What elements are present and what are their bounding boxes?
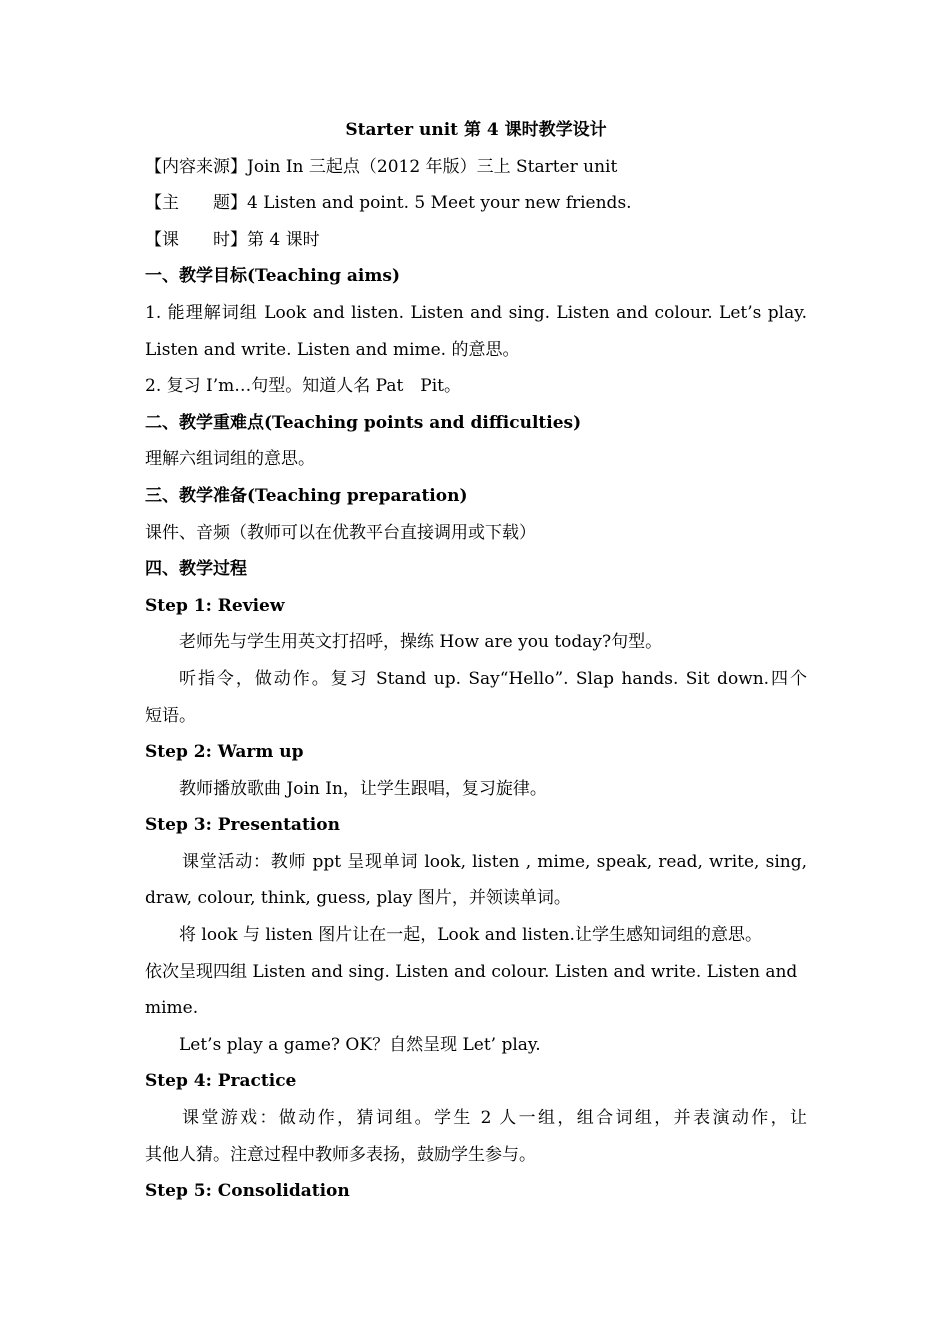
step-3-paragraph-3-line-2: mime. [145,998,199,1019]
step-3-paragraph-3-line-1: 依次呈现四组 Listen and sing. Listen and colour. Listen and write. Listen and [145,961,798,982]
step-2-heading: Step 2: Warm up [145,742,304,763]
document-title: Starter unit 第 4 课时教学设计 [345,120,607,140]
preparation-heading: 三、教学准备(Teaching preparation) [145,485,468,506]
process-heading: 四、教学过程 [145,559,247,580]
step-2-paragraph-1: 教师播放歌曲 Join In，让学生跟唱，复习旋律。 [179,778,547,799]
preparation-text: 课件、音频（教师可以在优教平台直接调用或下载） [145,522,536,543]
step-5-heading: Step 5: Consolidation [145,1181,350,1202]
step-3-paragraph-4: Let’s play a game? OK？自然呈现 Let’ play. [179,1034,541,1055]
step-3-paragraph-2: 将 look 与 listen 图片让在一起，Look and listen.让学生感知词组的意思。 [179,925,762,946]
content-source: 【内容来源】Join In 三起点（2012 年版）三上 Starter unit [145,156,618,177]
step-4-heading: Step 4: Practice [145,1071,297,1092]
step-4-paragraph-1-line-2: 其他人猜。注意过程中教师多表扬，鼓励学生参与。 [145,1144,536,1165]
step-4-paragraph-1-line-1: 课堂游戏：做动作，猜词组。学生 2 人一组，组合词组，并表演动作，让 [182,1108,807,1129]
step-3-paragraph-1-line-1: 课堂活动：教师 ppt 呈现单词 look, listen , mime, speak, read, write, sing, [182,851,807,872]
aims-heading: 一、教学目标(Teaching aims) [145,266,400,287]
step-3-paragraph-1-line-2: draw, colour, think, guess, play 图片，并领读单词。 [145,888,571,909]
document-page [145,112,807,1210]
points-text: 理解六组词组的意思。 [145,449,315,470]
step-1-paragraph-2-line-1: 听指令，做动作。复习 Stand up. Say“Hello”. Slap hands. Sit down.四个 [179,668,807,689]
aim-1-line-1: 1. 能理解词组 Look and listen. Listen and sing. Listen and colour. Let’s play. [145,302,807,323]
aim-2: 2. 复习 I’m…句型。知道人名 Pat Pit。 [145,376,462,397]
step-1-paragraph-2-line-2: 短语。 [145,705,196,726]
lesson-period: 【课 时】第 4 课时 [145,229,320,250]
step-1-heading: Step 1: Review [145,595,285,616]
lesson-topic: 【主 题】4 Listen and point. 5 Meet your new friends. [145,193,632,214]
aim-1-line-2: Listen and write. Listen and mime. 的意思。 [145,339,520,360]
points-heading: 二、教学重难点(Teaching points and difficulties) [145,412,582,433]
step-1-paragraph-1: 老师先与学生用英文打招呼，操练 How are you today?句型。 [179,632,663,653]
step-3-heading: Step 3: Presentation [145,815,340,836]
